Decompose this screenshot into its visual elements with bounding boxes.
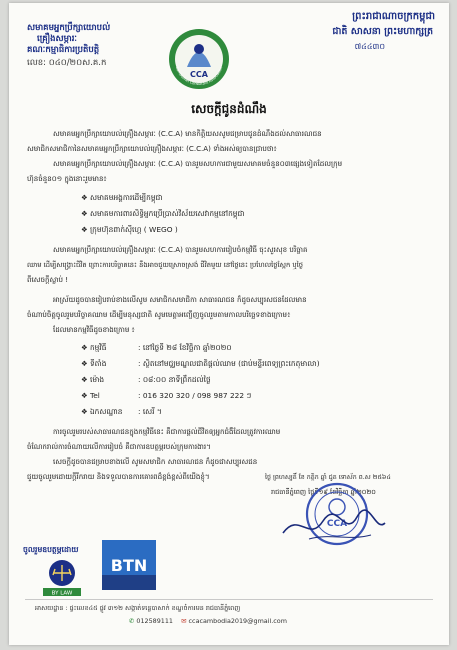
closing-line: ចំណែករាល់ការចំណាយលើ​ការរៀបចំ គឺជាការឧបត្ថម្ភរបស់ក្រុមការងារ។ xyxy=(27,442,211,451)
body-line: អាស្រ័យដូចបានរៀបរាប់ខាងលើសូម សមាជិកសមាជិកា សាធារណជន ក៏ដូចសប្បុរសជនដែលមាន xyxy=(53,295,307,304)
header-org-name: សមាគមអ្នកប្រឹក្សាយោបល់ xyxy=(27,23,111,33)
detail-value: : ០៨:០០ នាទីព្រឹកដល់ថ្ងៃ xyxy=(137,375,211,384)
detail-label: ម៉ោង xyxy=(89,375,105,384)
body-line: ឈាម ដើម្បីសង្គ្រោះជីវិត ព្រោះការបរិច្ចាគនេះ នឹងអាចជួយស្រោចស្រង់ ជីវិតមួយ នៅថ្ងៃនេះ ប្រហែលថ្ងៃស្អែក ឬថ្ងៃ xyxy=(27,261,303,269)
intro-line: ហ៊ុនចំនួន០១ ក្នុងនោះរួមមាន៖ xyxy=(27,174,107,183)
detail-row: ❖ ទីតាំង : ស្ថិតនៅមជ្ឈមណ្ឌលជាតិផ្ដល់ឈាម (ជាប់មន្ទីរពេទ្យព្រះកេតុមាលា) xyxy=(81,359,320,368)
detail-row: ❖ កម្មវិធី : នៅថ្ងៃទី ២៨ ខែវិច្ឆិកា ឆ្នាំ២០២០ xyxy=(81,343,232,352)
bylaw-logo-icon xyxy=(39,557,85,597)
header-motto: ជាតិ សាសនា ព្រះមហាក្សត្រ xyxy=(332,26,433,37)
stamp-text: CCA xyxy=(326,519,348,529)
detail-label: Tel xyxy=(89,391,100,400)
header-org-subtitle: គ្រឿងសម្ភារៈ xyxy=(37,34,78,44)
signature-icon xyxy=(279,503,389,553)
body-line: ដែលមានកម្មវិធីដូចខាងក្រោម ៖ xyxy=(53,325,135,334)
logo-label: BY LAW xyxy=(51,590,73,597)
partner-label: សមាគមការពារសិទ្ធិអ្នកប្រើប្រាស់វិស័យសេវាកម្មនៅកម្ពុជា xyxy=(89,209,245,218)
detail-value: : 016 320 320 / 098 987 222 ៗ xyxy=(137,391,252,400)
signing-date: រាជធានីភ្នំពេញ ថ្ងៃទី១៩ ខែវិច្ឆិកា ឆ្នាំ២០២០ xyxy=(271,488,376,496)
closing-line: សេចក្ដីដូចបានជម្រាបខាងលើ សូមសមាជិក សាធារណជន ក៏ដូចជាសប្បុរសជន xyxy=(53,457,258,466)
logo-label: BTN xyxy=(110,556,148,575)
detail-label: កម្មវិធី xyxy=(89,343,107,352)
closing-line: ជួយចូលរួមដោយក្ដីរីករាយ និងទទួលបានការគោរពដ៏ខ្ពង់ខ្ពស់ពីយើងខ្ញុំ។ xyxy=(27,472,210,481)
cca-logo-icon xyxy=(167,27,231,91)
detail-label: ឯកសណ្ឋាន xyxy=(89,407,123,416)
body-line: ចំណាប់ចិត្តចូលរួមបរិច្ចាគឈាម ដើម្បីមនុស្សជាតិ សូមមេត្តាអញ្ជើញចូលរួមតាមកាលបរិច្ឆេទខាងក្រោម៖ xyxy=(27,310,291,319)
header-ornament: ៧៤៤៣០ xyxy=(354,42,385,51)
partner-label: សមាគមអង្គការដើម្បីកម្ពុជា xyxy=(89,193,163,202)
header-kingdom: ព្រះរាជាណាចក្រកម្ពុជា xyxy=(352,11,435,22)
intro-line: សមាជិកសមាជិកានៃសមាគមអ្នកប្រឹក្សាយោបល់គ្រឿងសម្ភារៈ (C.C.A) ទាំងអស់ឲ្យបានជ្រាបថា៖ xyxy=(27,144,277,153)
document-page xyxy=(9,3,449,645)
lunar-date: ថ្ងៃ ព្រហស្បតិ៍ ខែ កត្តិក ឆ្នាំ ជូត ទោស័ក ព.ស ២៥៦៤ xyxy=(265,474,391,481)
intro-line: សមាគមអ្នកប្រឹក្សាយោបល់គ្រឿងសម្ភារៈ (C.C.A) មានកិត្តិយសសូមជម្រាបជូនដំណឹងដល់សាធារណជន xyxy=(53,129,322,138)
footer-phone: 012589111 xyxy=(136,617,173,625)
email-icon: ✉ xyxy=(181,617,187,625)
detail-value: : សេរី ។ xyxy=(137,407,162,416)
detail-label: ទីតាំង xyxy=(89,359,107,368)
partner-item: ❖ សមាគមអង្គការដើម្បីកម្ពុជា xyxy=(81,193,163,202)
page-title: សេចក្ដីជូនដំណឹង xyxy=(191,102,267,116)
sponsor-heading: ចូលរួមឧបត្ថម្ភដោយ xyxy=(23,545,79,554)
partner-item: ❖ សមាគមការពារសិទ្ធិអ្នកប្រើប្រាស់វិស័យសេវាកម្មនៅកម្ពុជា xyxy=(81,209,245,218)
body-line: សមាគមអ្នកប្រឹក្សាយោបល់គ្រឿងសម្ភារៈ (C.C.A) បានរួមសហការរៀបចំកម្មវិធី ចុះសួរសុខ បរិច្ចាគ xyxy=(53,245,308,254)
header-committee: គណៈកម្មាធិការប្រតិបត្តិ xyxy=(27,45,100,55)
partner-label: ក្រុមហ៊ុនពាក់ស៊ីហ្គេ ( WEGO ) xyxy=(89,225,178,234)
body-line: ពីសេចក្ដីស្លាប់ ! xyxy=(27,275,69,284)
detail-value: : នៅថ្ងៃទី ២៨ ខែវិច្ឆិកា ឆ្នាំ២០២០ xyxy=(137,343,232,352)
footer-divider xyxy=(25,599,433,600)
header-reference-number: លេខ: ០៤០/២០ស.គ.ក xyxy=(27,58,107,68)
footer-contact xyxy=(129,617,287,625)
detail-row: ❖ Tel : 016 320 320 / 098 987 222 ៗ xyxy=(81,391,252,400)
detail-row: ❖ ឯកសណ្ឋាន : សេរី ។ xyxy=(81,407,162,416)
logo-text: CCA xyxy=(190,70,208,79)
phone-icon: ✆ xyxy=(129,617,135,625)
btn-logo-icon xyxy=(101,539,157,591)
footer-address: អាសយដ្ឋាន : ផ្ទះលេខ៤៥ ផ្លូវ ៣១២ សង្កាត់ទន្លេបាសាក់ ខណ្ឌចំការមន រាជធានីភ្នំពេញ xyxy=(35,604,241,612)
footer-email: ccacambodia2019@gmail.com xyxy=(188,617,287,625)
partner-item: ❖ ក្រុមហ៊ុនពាក់ស៊ីហ្គេ ( WEGO ) xyxy=(81,225,178,234)
closing-line: ការចូលរួមរបស់សាធារណជនក្នុងកម្មវិធីនេះ គឺជាការផ្ដល់ជីវិតឲ្យអ្នកជំងឺដែលត្រូវការឈាម xyxy=(53,427,281,436)
detail-row: ❖ ម៉ោង : ០៨:០០ នាទីព្រឹកដល់ថ្ងៃ xyxy=(81,375,211,384)
logo-caption: Cambodian Consultant Association xyxy=(174,66,224,87)
detail-value: : ស្ថិតនៅមជ្ឈមណ្ឌលជាតិផ្ដល់ឈាម (ជាប់មន្ទីរពេទ្យព្រះកេតុមាលា) xyxy=(137,359,320,368)
intro-line: សមាគមអ្នកប្រឹក្សាយោបល់គ្រឿងសម្ភារៈ (C.C.A) បានរួមសហការជាមួយសមាគមចំនួន០៣ផ្សេងទៀតដែលក្រុម xyxy=(53,159,343,168)
